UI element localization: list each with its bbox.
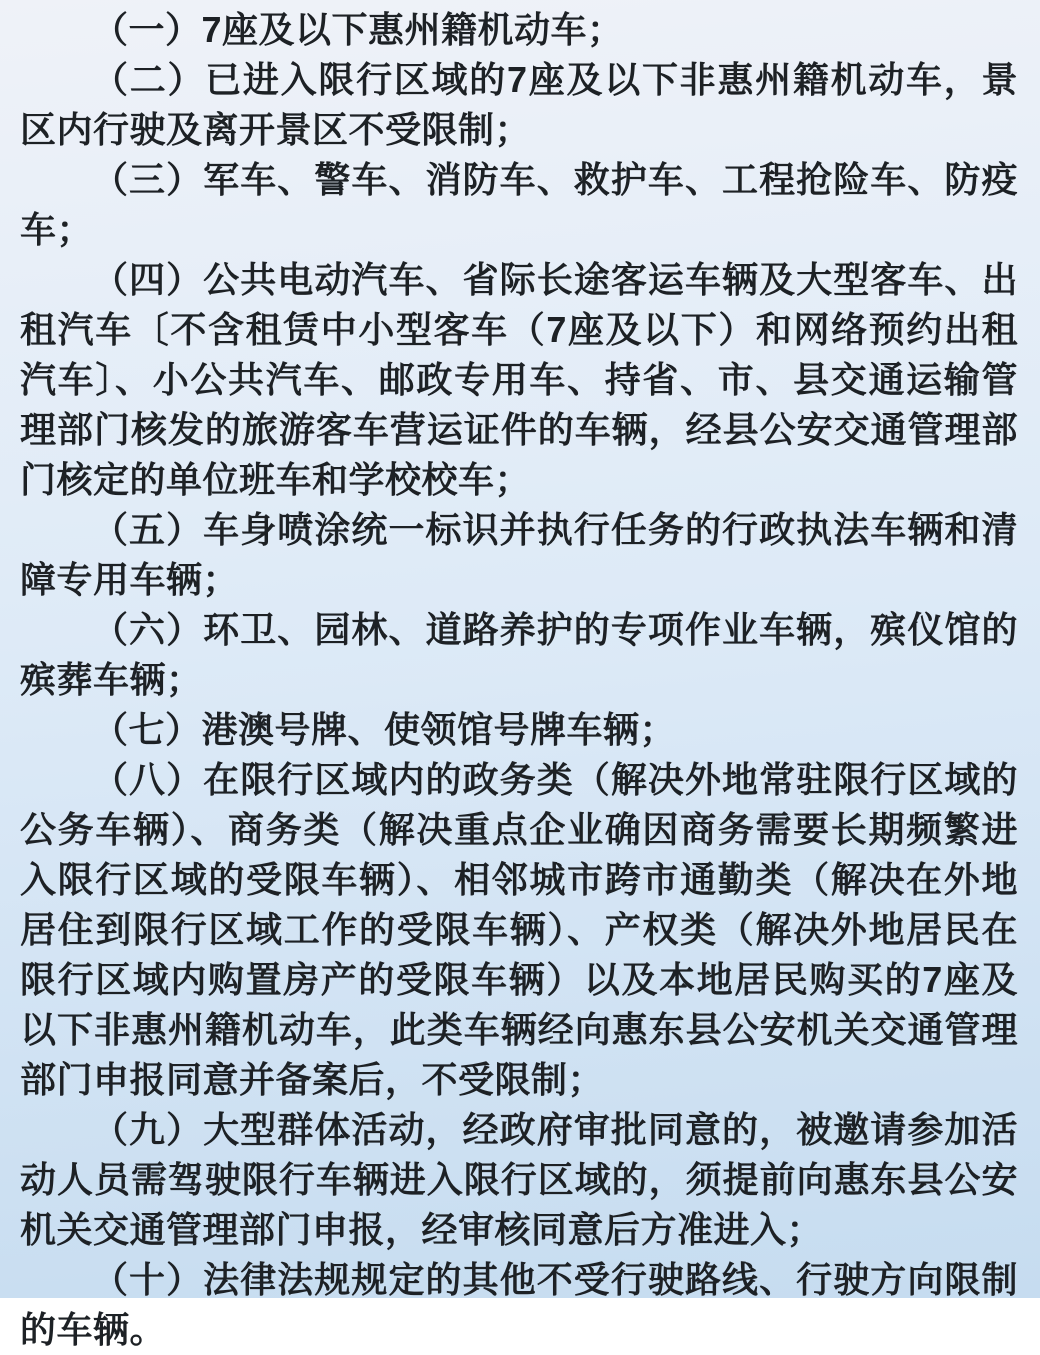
- exemption-item-4: （四）公共电动汽车、省际长途客运车辆及大型客车、出租汽车〔不含租赁中小型客车（7座及以下）和网络预约出租汽车〕、小公共汽车、邮政专用车、持省、市、县交通运输管理部门核发的旅游客车营运证件的车辆，经县公安交通管理部门核定的单位班车和学校校车；: [20, 259, 1018, 500]
- exemption-item-10: （十）法律法规规定的其他不受行驶路线、行驶方向限制的车辆。: [20, 1259, 1018, 1350]
- exemption-item-8: （八）在限行区域内的政务类（解决外地常驻限行区域的公务车辆）、商务类（解决重点企业确因商务需要长期频繁进入限行区域的受限车辆）、相邻城市跨市通勤类（解决在外地居住到限行区域工作的受限车辆）、产权类（解决外地居民在限行区域内购置房产的受限车辆）以及本地居民购买的7座及以下非惠州籍机动车，此类车辆经向惠东县公安机关交通管理部门申报同意并备案后，不受限制；: [20, 759, 1018, 1100]
- exemption-item-2: （二）已进入限行区域的7座及以下非惠州籍机动车，景区内行驶及离开景区不受限制；: [20, 59, 1018, 150]
- exemption-item-1: （一）7座及以下惠州籍机动车；: [92, 9, 624, 50]
- exemption-item-3: （三）军车、警车、消防车、救护车、工程抢险车、防疫车；: [20, 159, 1018, 250]
- exemption-item-5: （五）车身喷涂统一标识并执行任务的行政执法车辆和清障专用车辆；: [20, 509, 1018, 600]
- exemption-item-7: （七）港澳号牌、使领馆号牌车辆；: [92, 709, 677, 750]
- exemption-item-6: （六）环卫、园林、道路养护的专项作业车辆，殡仪馆的殡葬车辆；: [20, 609, 1018, 700]
- exemption-item-9: （九）大型群体活动，经政府审批同意的，被邀请参加活动人员需驾驶限行车辆进入限行区域的，须提前向惠东县公安机关交通管理部门申报，经审核同意后方准进入；: [20, 1109, 1018, 1250]
